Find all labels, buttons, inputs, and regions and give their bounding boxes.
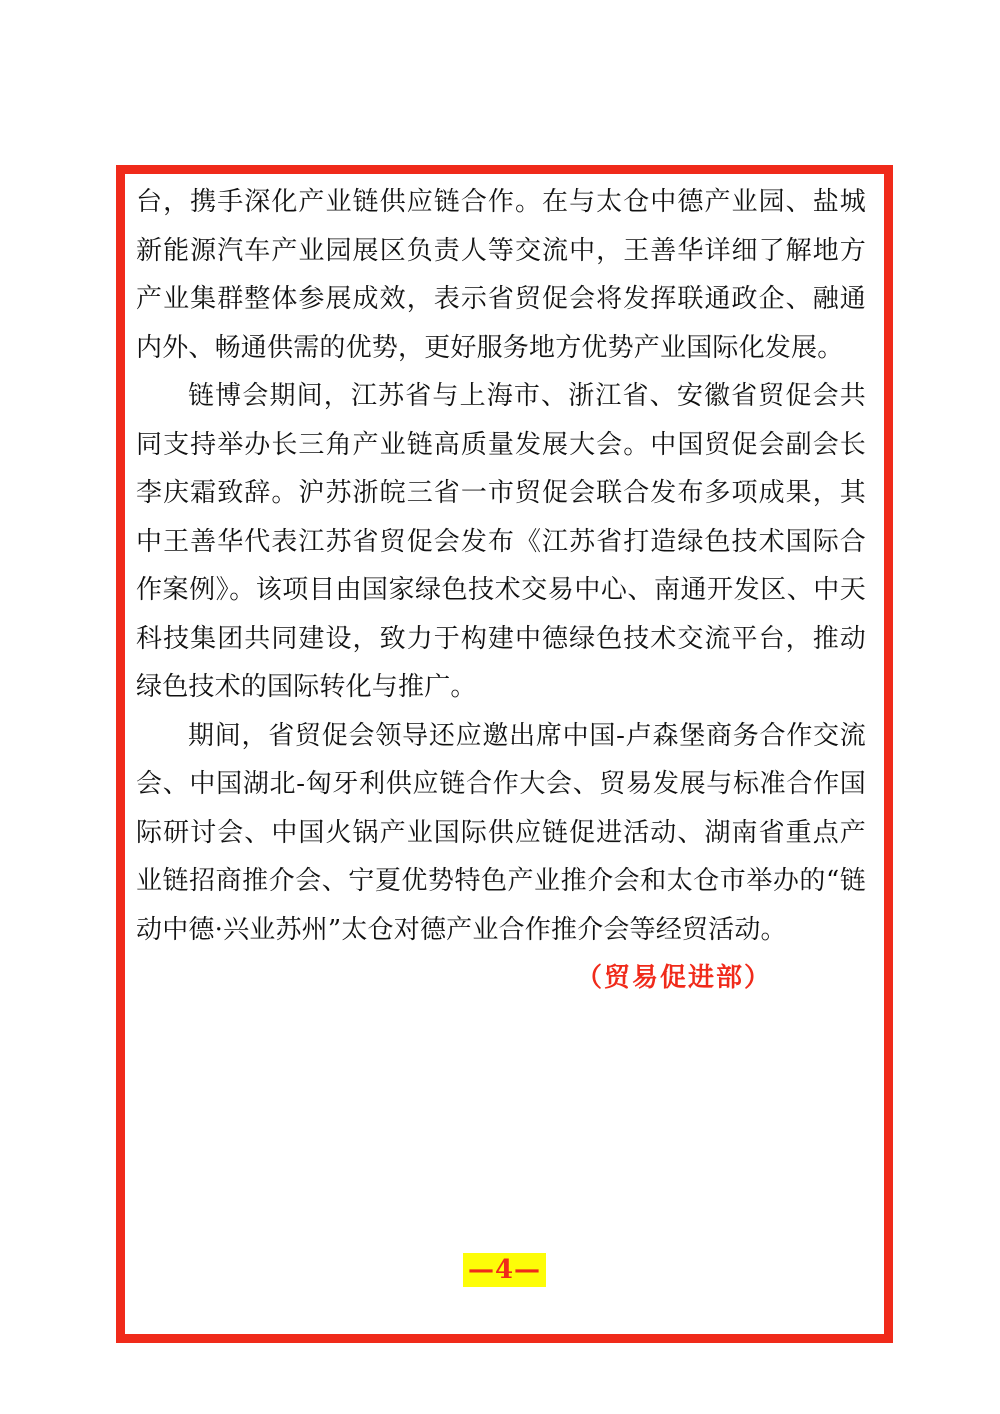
paragraph-other-events: 期间，省贸促会领导还应邀出席中国-卢森堡商务合作交流会、中国湖北-匈牙利供应链合作大会、贸易发展与标准合作国际研讨会、中国火锅产业国际供应链促进活动、湖南省重点产业链招商推介会、宁夏优势特色产业推介会和太仓市举办的“链动中德·兴业苏州”太仓对德产业合作推介会等经贸活动。 (136, 720, 866, 945)
paragraph-expo-period: 链博会期间，江苏省与上海市、浙江省、安徽省贸促会共同支持举办长三角产业链高质量发展大会。中国贸促会副会长李庆霜致辞。沪苏浙皖三省一市贸促会联合发布多项成果，其中王善华代表江苏省贸促会发布《江苏省打造绿色技术国际合作案例》。该项目由国家绿色技术交易中心、南通开发区、中天科技集团共同建设，致力于构建中德绿色技术交流平台，推动绿色技术的国际转化与推广。 (136, 381, 866, 702)
page-number: —4— (463, 1253, 546, 1287)
department-signature: （贸易促进部） (576, 963, 773, 993)
article-body (136, 178, 866, 954)
paragraph-continuation: 台，携手深化产业链供应链合作。在与太仓中德产业园、盐城新能源汽车产业园展区负责人等交流中，王善华详细了解地方产业集群整体参展成效，表示省贸促会将发挥联通政企、融通内外、畅通供需的优势，更好服务地方优势产业国际化发展。 (136, 187, 866, 363)
